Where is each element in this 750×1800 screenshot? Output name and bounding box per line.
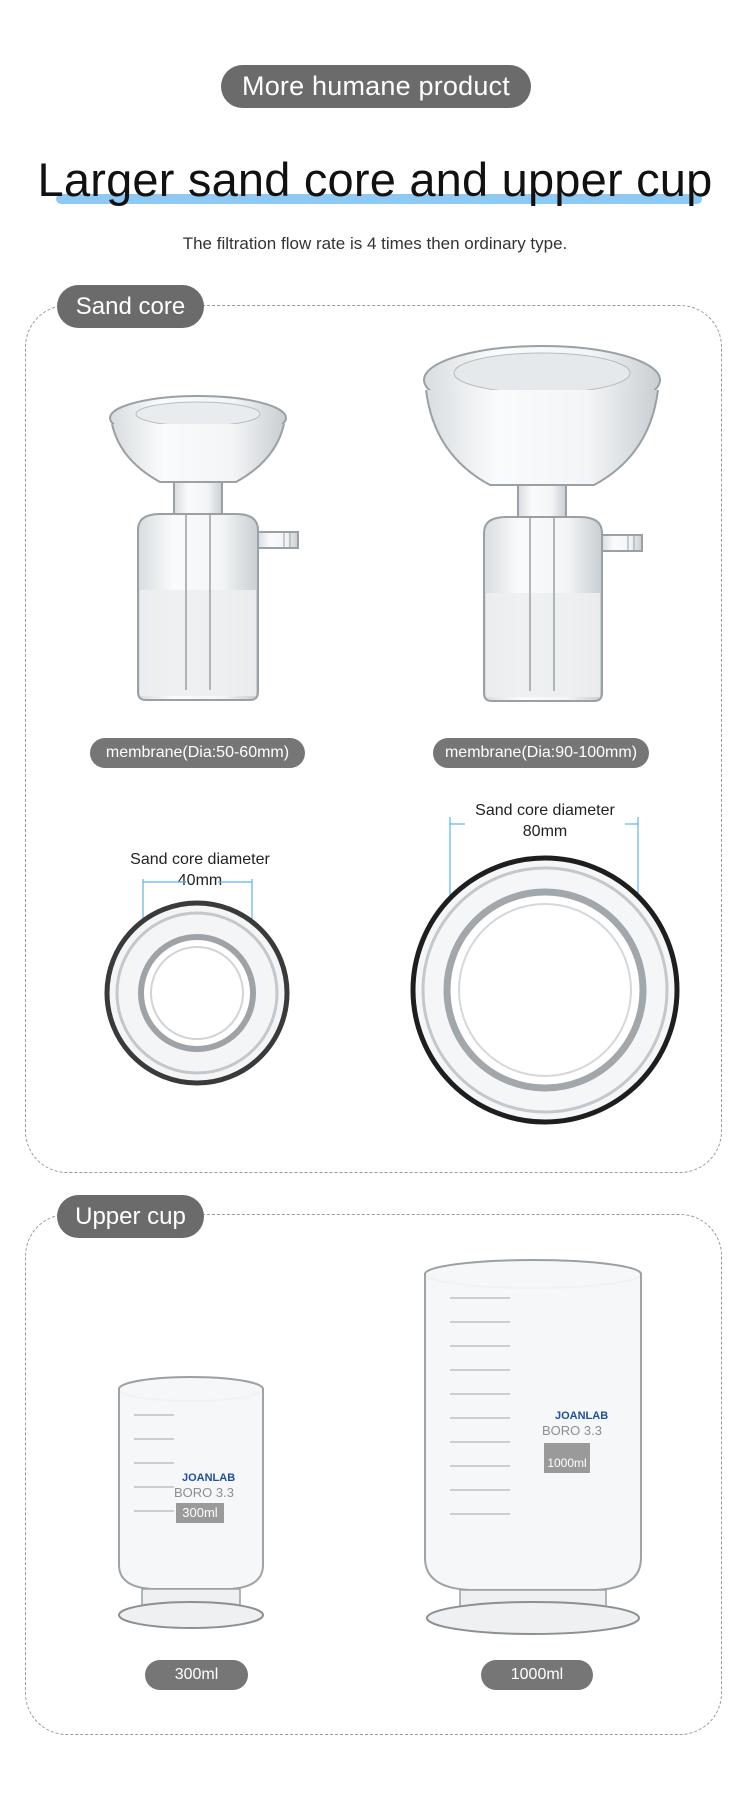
large-diameter-value: 80mm [522,823,568,840]
large-sand-core-ring-image [405,810,685,1135]
small-sand-core-ring-image [100,862,300,1102]
page-subtitle: The filtration flow rate is 4 times then ordinary type. [182,234,568,253]
cup-1000ml-volume-mark: 1000ml [544,1443,590,1473]
large-filter-flask-image [420,335,670,710]
cup-1000ml-label: 1000ml [481,1660,593,1690]
top-badge: More humane product [221,65,531,108]
upper-cup-tag: Upper cup [57,1195,204,1238]
small-diameter-caption: Sand core diameter [130,851,270,868]
cup-1000ml-glass: BORO 3.3 [542,1423,602,1438]
cup-300ml-label: 300ml [145,1660,248,1690]
cup-300ml-volume-mark: 300ml [176,1503,224,1523]
cup-1000ml-image [420,1258,650,1648]
large-diameter-caption: Sand core diameter [475,802,615,819]
cup-300ml-glass: BORO 3.3 [174,1485,234,1500]
cup-300ml-brand: JOANLAB [182,1472,236,1484]
page-title: Larger sand core and upper cup [37,153,713,206]
small-filter-flask-image [100,390,310,710]
small-membrane-label: membrane(Dia:50-60mm) [90,738,305,768]
sand-core-tag: Sand core [57,285,204,328]
cup-1000ml-brand: JOANLAB [555,1410,609,1422]
small-diameter-value: 40mm [177,872,223,889]
large-membrane-label: membrane(Dia:90-100mm) [433,738,649,768]
